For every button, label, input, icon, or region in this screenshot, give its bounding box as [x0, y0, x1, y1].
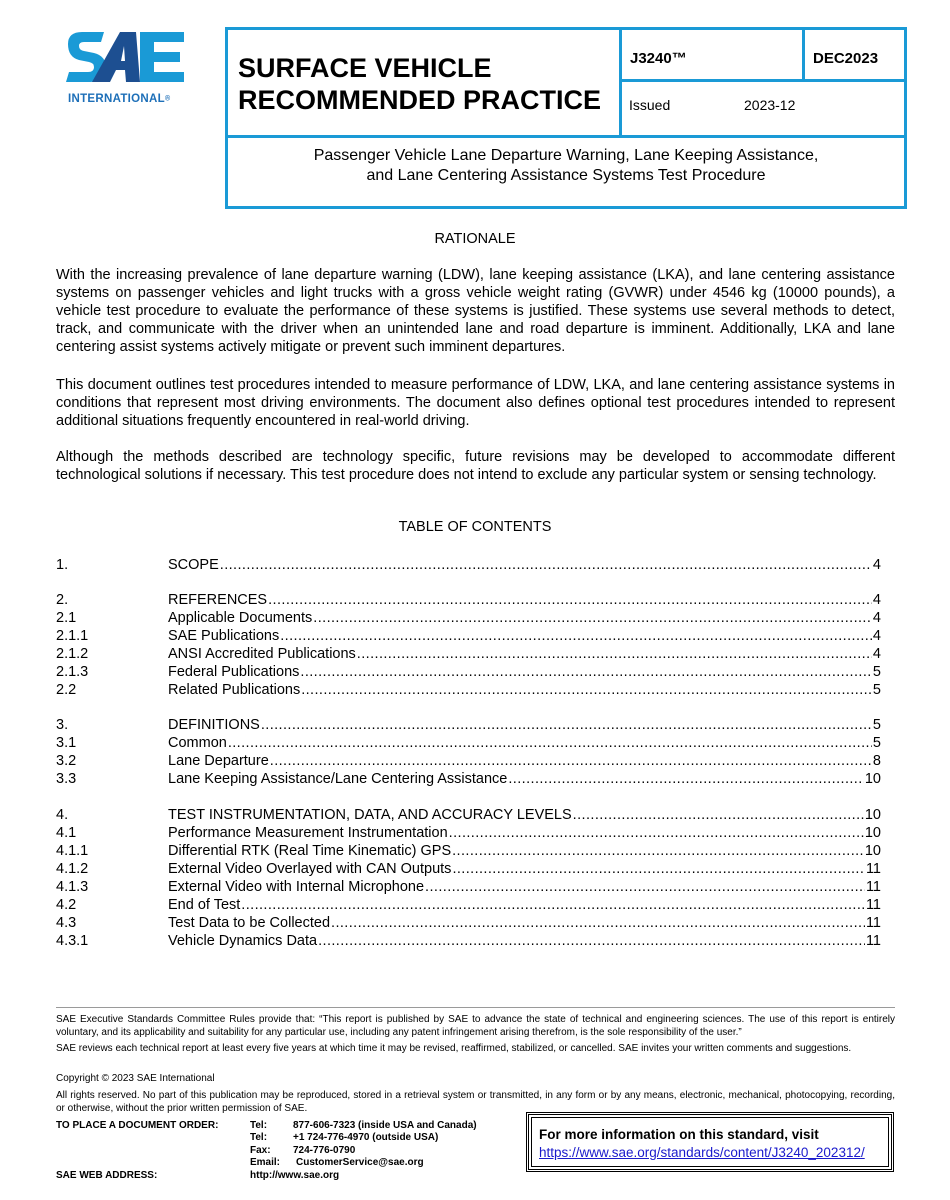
document-type-cell [228, 30, 622, 138]
standard-url-link[interactable]: https://www.sae.org/standards/content/J3240_202312/ [539, 1145, 865, 1160]
document-type-title: SURFACE VEHICLE RECOMMENDED PRACTICE [238, 53, 602, 115]
order-label: TO PLACE A DOCUMENT ORDER: [56, 1120, 219, 1131]
standard-info-box [526, 1112, 894, 1172]
document-header-box [225, 27, 907, 209]
toc-entry[interactable]: 2.1 Applicable Documents ..... 4 [56, 609, 881, 627]
toc-entry[interactable]: 4.1.3 External Video with Internal Microphone ..... 11 [56, 878, 881, 896]
rationale-paragraph-1: With the increasing prevalence of lane departure warning (LDW), lane keeping assistance (LKA), and lane centering assistance systems on passenger vehicles and light trucks with a gross vehicle weight rating (GVWR) under 4546 kg (10000 pounds), a vehicle test procedure to evaluate the performance of these systems is justified. These systems use several methods to detect, track, and communicate with the driver when an unintended lane and road departure is imminent. Additionally, LKA and lane centering assist systems actively mitigate or prevent such imminent departures. [56, 267, 895, 355]
date-code: DEC2023 [813, 50, 879, 67]
contact-label: Email: [250, 1157, 281, 1168]
footer-copyright: Copyright © 2023 SAE International [56, 1073, 215, 1084]
issued-label: Issued [629, 97, 671, 113]
issued-cell [622, 82, 904, 138]
toc-entry[interactable]: 3.2 Lane Departure ..... 8 [56, 752, 881, 770]
web-address-label: SAE WEB ADDRESS: [56, 1170, 158, 1181]
footer-note-committee-rules: SAE Executive Standards Committee Rules provide that: “This report is published by SAE to advance the state of technical and engineering sciences. The use of this report is entirely voluntary, and its applicability and suitability for any particular use, including any patent infringement arising therefrom, is the sole responsibility of the user.” [56, 1014, 895, 1038]
toc-entry[interactable]: 4.1.1 Differential RTK (Real Time Kinematic) GPS ..... 10 [56, 842, 881, 860]
web-address-link[interactable]: http://www.sae.org [250, 1170, 340, 1181]
toc-entry[interactable]: 2.1.1 SAE Publications ..... 4 [56, 627, 881, 645]
toc-entry[interactable]: 4. TEST INSTRUMENTATION, DATA, AND ACCURACY LEVELS ..... 10 [56, 806, 881, 824]
toc-entry[interactable]: 3. DEFINITIONS ..... 5 [56, 716, 881, 734]
toc-entry[interactable]: 4.2 End of Test ..... 11 [56, 896, 881, 914]
toc-entry[interactable]: 4.3 Test Data to be Collected ..... 11 [56, 914, 881, 932]
toc-entry[interactable]: 2.1.3 Federal Publications ..... 5 [56, 663, 881, 681]
contact-label: Tel: [250, 1120, 268, 1131]
contact-label: Tel: [250, 1132, 268, 1143]
toc-entry[interactable]: 2. REFERENCES ..... 4 [56, 591, 881, 609]
document-title: Passenger Vehicle Lane Departure Warning, Lane Keeping Assistance, and Lane Centering Assistance Systems Test Procedure [313, 147, 819, 184]
issued-value: 2023-12 [744, 97, 796, 113]
logo-subtitle: INTERNATIONAL® [68, 93, 171, 105]
toc-heading: TABLE OF CONTENTS [398, 519, 552, 535]
toc-entry[interactable]: 1. SCOPE ..... 4 [56, 556, 881, 574]
sae-logo-mark-icon [64, 30, 188, 90]
email-link[interactable]: CustomerService@sae.org [296, 1157, 424, 1168]
footer-note-review: SAE reviews each technical report at least every five years at which time it may be revised, reaffirmed, stabilized, or cancelled. SAE invites your written comments and suggestions. [56, 1043, 852, 1054]
toc-entry[interactable]: 3.3 Lane Keeping Assistance/Lane Centering Assistance ..... 10 [56, 770, 881, 788]
footer-rights-reserved: All rights reserved. No part of this publication may be reproduced, stored in a retrieval system or transmitted, in any form or by any means, electronic, mechanical, photocopying, recording, or otherwise, without the prior written permission of SAE. [56, 1090, 895, 1114]
standard-number-cell [622, 30, 805, 82]
contact-value: +1 724-776-4970 (outside USA) [293, 1132, 439, 1143]
contact-value: 877-606-7323 (inside USA and Canada) [293, 1120, 477, 1131]
toc-entry[interactable]: 4.1 Performance Measurement Instrumentation ..... 10 [56, 824, 881, 842]
toc-entry[interactable]: 3.1 Common ..... 5 [56, 734, 881, 752]
date-code-cell [805, 30, 904, 82]
standard-number: J3240™ [630, 50, 687, 67]
toc-entry[interactable]: 4.1.2 External Video Overlayed with CAN Outputs ..... 11 [56, 860, 881, 878]
contact-label: Fax: [250, 1145, 271, 1156]
rationale-paragraph-2: This document outlines test procedures intended to measure performance of LDW, LKA, and lane centering assistance systems in conditions that represent most driving environments. The document also defines optional test procedures intended to represent additional situations frequently encountered in real-world driving. [56, 377, 895, 429]
contact-value: 724-776-0790 [293, 1145, 356, 1156]
toc-entry[interactable]: 2.1.2 ANSI Accredited Publications ..... 4 [56, 645, 881, 663]
info-box-title: For more information on this standard, visit [539, 1127, 819, 1142]
toc-entry[interactable]: 2.2 Related Publications ..... 5 [56, 681, 881, 699]
sae-international-logo [64, 30, 194, 110]
footer-divider [56, 1007, 895, 1008]
rationale-paragraph-3: Although the methods described are technology specific, future revisions may be developed to accommodate different technological solutions if necessary. This test procedure does not intend to exclude any particular system or sensing technology. [56, 449, 895, 483]
rationale-heading: RATIONALE [434, 231, 516, 247]
toc-entry[interactable]: 4.3.1 Vehicle Dynamics Data ..... 11 [56, 932, 881, 950]
